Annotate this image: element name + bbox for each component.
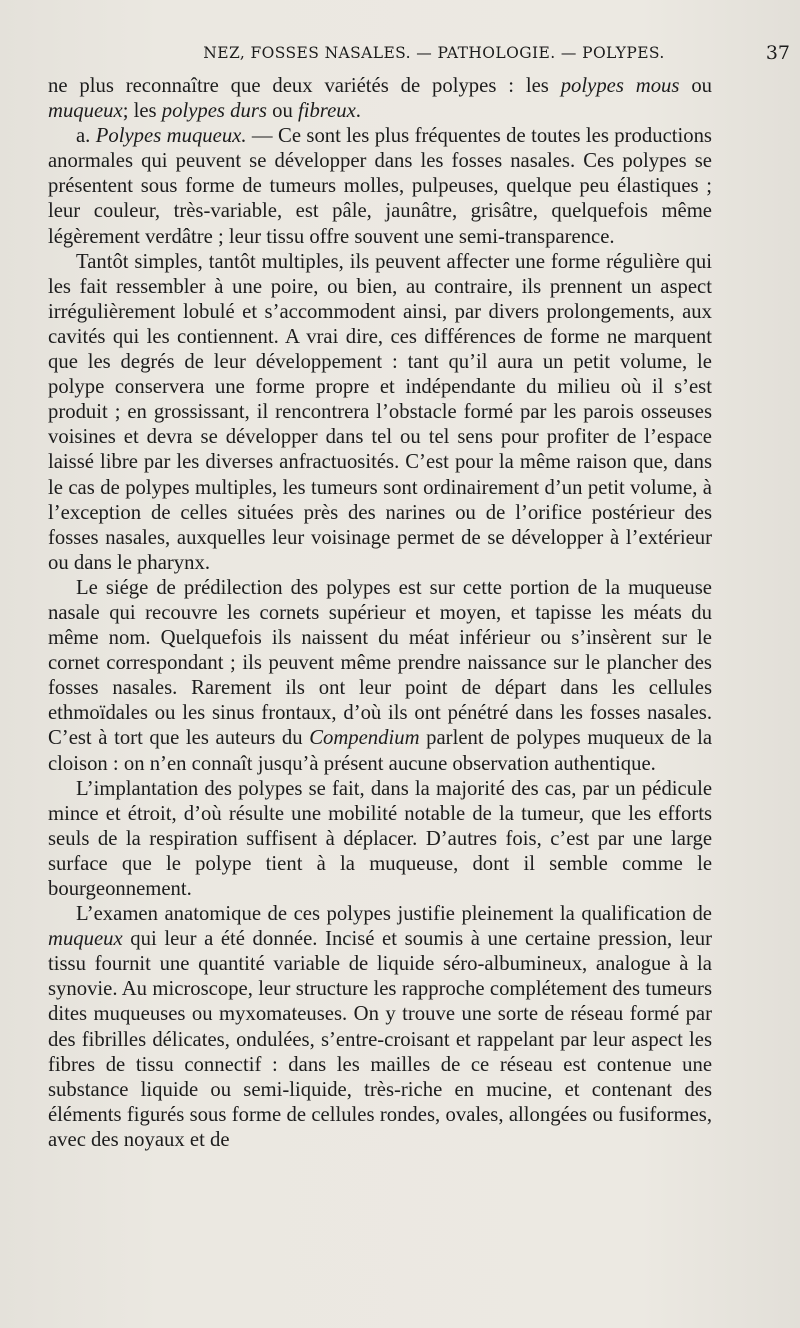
text-run: Le siége de prédilection des polypes est sur cette portion de la muqueuse nasale qui recouvre les cornets supérieur et moyen, et tapisse les méats du même nom. Quelquefois ils naissent du méat inférieur ou s’insèrent sur le cornet correspondant ; ils peuvent même prendre naissance sur le plancher des fosses nasales. Rarement ils ont leur point de départ dans les cellules ethmoïdales ou les sinus frontaux, d’où ils ont pénétré dans les fosses nasales. C’est à tort que les auteurs du (48, 576, 712, 750)
italic-term: polypes durs (161, 100, 267, 123)
paragraph-examen (48, 902, 712, 1153)
text-run: L’examen anatomique de ces polypes justifie pleinement la qualification de (76, 903, 712, 926)
text-run: qui leur a été donnée. Incisé et soumis à une certaine pression, leur tissu fournit une quantité variable de liquide séro-albumineux, analogue à la synovie. Au microscope, leur structure les rapproche complétement des tumeurs dites muqueuses ou myxomateuses. On y trouve une sorte de réseau formé par des fibrilles délicates, ondulées, s’entre-croisant et rappelant par leur aspect les fibres de tissu connectif : dans les mailles de ce réseau est contenue une substance liquide ou semi-liquide, très-riche en mucine, et contenant des éléments figurés sous forme de cellules rondes, ovales, allongées ou fusiformes, avec des noyaux et de (48, 928, 712, 1151)
text-run: ou (266, 100, 298, 123)
text-run: ou (679, 75, 713, 97)
italic-term: polypes mous (560, 75, 680, 97)
paragraph-continued (48, 74, 712, 124)
paragraph-siege (48, 576, 712, 777)
text-run: — Ce sont les plus fréquentes de toutes les productions anormales qui peuvent se développer dans les fosses nasales. Ces polypes se présentent sous forme de tumeurs molles, pulpeuses, quelque peu élastiques ; leur couleur, très-variable, est pâle, jaunâtre, grisâtre, quelquefois même légèrement verdâtre ; leur tissu offre souvent une semi-transparence. (48, 125, 712, 248)
italic-term: muqueux (48, 100, 123, 123)
text-run: ne plus reconnaître que deux variétés de polypes : les (48, 75, 561, 97)
text-run: . (355, 100, 361, 123)
italic-term: fibreux (297, 100, 356, 123)
italic-term: muqueux (48, 928, 123, 951)
running-header (48, 42, 790, 74)
paragraph-polypes-muqueux (48, 124, 712, 249)
body-text (48, 74, 712, 1153)
section-heading: Polypes muqueux. (95, 125, 247, 148)
paragraph-implantation: L’implantation des polypes se fait, dans la majorité des cas, par un pédicule mince et étroit, d’où résulte une mobilité notable de la tumeur, que les efforts seuls de la respiration suffisent à déplacer. D’autres fois, c’est par une large surface que le polype tient à la muqueuse, dont il semble comme le bourgeonnement. (48, 777, 712, 900)
paragraph-forme: Tantôt simples, tantôt multiples, ils peuvent affecter une forme régulière qui les fait ressembler à une poire, ou bien, au contraire, ils prennent un aspect irrégulièrement lobulé et s’accommodent ainsi, par divers prolongements, aux cavités qui les contiennent. A vrai dire, ces différences de forme ne marquent que les degrés de leur développement : tant qu’il aura un petit volume, le polype conservera une forme propre et indépendante du milieu où il s’est produit ; en grossissant, il rencontrera l’obstacle formé par les parois osseuses voisines et devra se développer dans tel ou tel sens pour profiter de l’espace laissé libre par les diverses anfractuosités. C’est pour la même raison que, dans le cas de polypes multiples, les tumeurs sont ordinairement d’un petit volume, à l’exception de celles situées près des narines ou de l’orifice postérieur des fosses nasales, auxquelles leur voisinage permet de se développer à l’extérieur ou dans le pharynx. (48, 250, 712, 574)
text-run: ; les (122, 100, 162, 123)
italic-term: Compendium (309, 727, 420, 750)
running-title: NEZ, FOSSES NASALES. — PATHOLOGIE. — POLYPES. (203, 44, 665, 62)
section-letter: a. (76, 125, 96, 148)
page-number: 37 (765, 42, 790, 64)
text-run: parlent de polypes muqueux de la cloison : on n’en connaît jusqu’à présent aucune observation authentique. (48, 727, 713, 775)
